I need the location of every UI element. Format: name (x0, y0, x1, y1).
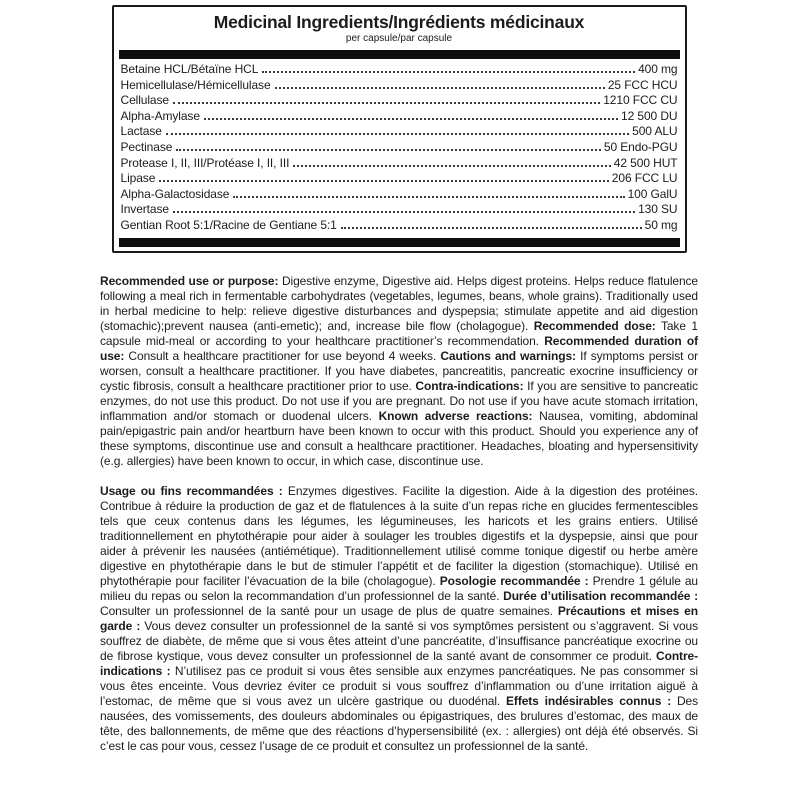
english-directions-paragraph (100, 274, 698, 469)
top-divider-bar (119, 50, 680, 59)
ingredient-name: Lipase (120, 171, 156, 186)
paragraph-heading-run: Recommended duration of use: (100, 333, 698, 363)
dotted-leader (293, 165, 610, 167)
paragraph-heading-run: Posologie recommandée : (439, 573, 589, 588)
paragraph-text-run: If you are sensitive to pancreatic enzymes, do not use this product. Do not use if you are pregnant. Do not use if you have acute stomach irritation, inflammation and/or stomach or duodenal ulcers. (100, 378, 698, 423)
ingredient-row (121, 218, 678, 234)
ingredient-name: Lactase (120, 124, 162, 139)
paragraph-text-run: If symptoms persist or worsen, consult a healthcare practitioner. If you have diabetes, pancreatitis, pancreatic exocrine insufficiency or cystic fibrosis, consult a healthcare practitioner prior to use. (100, 348, 698, 393)
ingredient-name: Protease I, II, III/Protéase I, II, III (120, 155, 290, 170)
paragraph-text-run: Digestive enzyme, Digestive aid. Helps digest proteins. Helps reduce flatulence following a meal rich in fermentable carbohydrates (vegetables, legumes, beans, whole grains). Traditionally used in herbal medicine to help: relieve digestive disturbances and dyspepsia; stimulate appetite and aid digestion (stomachic);prevent nausea (anti-emetic); and, increase bile flow (cholagogue). (100, 273, 699, 333)
paragraph-heading-run: Contre-indications : (100, 648, 698, 678)
ingredient-row (121, 187, 678, 203)
ingredient-name: Cellulase (120, 93, 169, 108)
paragraph-text-run: Nausea, vomiting, abdominal pain/epigastric pain and/or heartburn have been known to occur with this product. Should you experience any of these symptoms, discontinue use and consult a healthcare practitioner. Headaches, bloating and hypersensitivity (e.g. allergies) have been known to occur, in which case, discontinue use. (100, 408, 698, 468)
ingredient-name: Pectinase (120, 139, 173, 154)
ingredient-name: Gentian Root 5:1/Racine de Gentiane 5:1 (120, 217, 337, 232)
paragraph-heading-run: Known adverse reactions: (378, 408, 533, 423)
dotted-leader (262, 71, 635, 73)
bottom-divider-bar (119, 238, 680, 247)
paragraph-heading-run: Effets indésirables connus : (506, 693, 672, 708)
ingredient-amount: 206 FCC LU (611, 171, 678, 186)
ingredient-row (121, 171, 678, 187)
paragraph-text-run: Take 1 capsule mid-meal or according to your healthcare practitioner’s recommendation. (100, 318, 698, 348)
ingredient-row (121, 140, 678, 156)
ingredient-amount: 1210 FCC CU (603, 93, 678, 108)
paragraph-heading-run: Usage ou fins recommandées : (100, 483, 283, 498)
dotted-leader (159, 180, 609, 182)
ingredient-row (121, 124, 678, 140)
ingredient-amount: 130 SU (638, 202, 678, 217)
dotted-leader (173, 211, 635, 213)
dotted-leader (275, 87, 605, 89)
ingredient-amount: 50 Endo-PGU (603, 139, 678, 154)
paragraph-heading-run: Durée d’utilisation recommandée : (503, 588, 698, 603)
dotted-leader (341, 227, 642, 229)
dotted-leader (173, 102, 600, 104)
paragraph-heading-run: Cautions and warnings: (440, 348, 576, 363)
ingredient-amount: 500 ALU (632, 124, 678, 139)
ingredient-name: Alpha-Galactosidase (120, 186, 230, 201)
ingredient-name: Alpha-Amylase (120, 108, 200, 123)
ingredient-row (121, 109, 678, 125)
ingredient-amount: 100 GalU (627, 186, 678, 201)
dotted-leader (204, 118, 618, 120)
info-text-section (100, 274, 698, 754)
ingredient-name: Hemicellulase/Hémicellulase (120, 77, 271, 92)
ingredient-row (121, 156, 678, 172)
ingredient-amount: 42 500 HUT (613, 155, 678, 170)
dotted-leader (233, 196, 624, 198)
paragraph-heading-run: Précautions et mises en garde : (100, 603, 698, 633)
ingredient-amount: 25 FCC HCU (607, 77, 678, 92)
paragraph-heading-run: Recommended dose: (533, 318, 656, 333)
dotted-leader (166, 133, 629, 135)
panel-subtitle: per capsule/par capsule (345, 33, 453, 44)
paragraph-heading-run: Recommended use or purpose: (100, 273, 279, 288)
paragraph-text-run: Consult a healthcare practitioner for use beyond 4 weeks. (124, 348, 441, 363)
ingredient-amount: 50 mg (644, 217, 678, 232)
ingredient-row (121, 78, 678, 94)
ingredient-name: Betaine HCL/Bétaïne HCL (120, 62, 259, 76)
dotted-leader (176, 149, 601, 151)
ingredient-name: Invertase (120, 202, 169, 217)
ingredient-row (121, 93, 678, 109)
panel-title: Medicinal Ingredients/Ingrédients médicinaux (213, 12, 585, 32)
ingredient-row (121, 202, 678, 218)
paragraph-text-run: N’utilisez pas ce produit si vous êtes sensible aux enzymes pancréatiques. Ne pas consommer si vous êtes enceinte. Vous devriez éviter ce produit si vous souffrez d’inflammation ou d’une irritation aiguë à l’estomac, de même que si vous avez un ulcère gastrique ou duodénal. (100, 663, 698, 708)
paragraph-text-run: Consulter un professionnel de la santé pour un usage de plus de quatre semaines. (100, 603, 558, 618)
paragraph-text-run: Prendre 1 gélule au milieu du repas ou selon la recommandation d’un professionnel de la santé. (100, 573, 699, 603)
ingredient-amount: 400 mg (638, 62, 678, 76)
ingredient-amount: 12 500 DU (621, 108, 678, 123)
medicinal-ingredients-panel (112, 5, 687, 253)
paragraph-text-run: Vous devez consulter un professionnel de la santé si vos symptômes persistent ou s’aggravent. Si vous souffrez de diabète, de même que si vous êtes atteint d’une pancréatite, d’insuffisance pancréatique exocrine ou de fibrose kystique, vous devez consulter un professionnel de la santé avant de consommer ce produit. (100, 618, 698, 663)
paragraph-text-run: Enzymes digestives. Facilite la digestion. Aide à la digestion des protéines. Contribue à réduire la production de gaz et de flatulences à la suite d’un repas riche en glucides fermentescibles tels que ceux contenus dans les légumes, les légumineuses, les haricots et les grains entiers. Utilisé traditionnellement en phytothérapie pour aider à soulager les troubles digestifs et la dyspepsie, ainsi que pour aider à prévenir les nausées (antiémétique). Traditionnellement utilisé comme tonique digestif ou herbe amère digestive en phytothérapie dans le but de stimuler l’appétit et de faciliter la digestion (stomachique). Utilisé en phytothérapie pour faciliter l’évacuation de la bile (cholagogue). (100, 483, 698, 588)
paragraph-heading-run: Contra-indications: (415, 378, 524, 393)
french-directions-paragraph (100, 484, 698, 754)
paragraph-text-run: Des nausées, des vomissements, des douleurs abdominales ou épigastriques, des brulures d’estomac, des maux de tête, des ballonnements, de même que des réactions d’hypersensibilité (ex. : allergies) ont déjà été observés. Si c’est le cas pour vous, cessez l’usage de ce produit et consultez un professionnel de la santé. (100, 693, 698, 753)
ingredients-list (114, 59, 685, 238)
ingredient-row (121, 62, 678, 78)
